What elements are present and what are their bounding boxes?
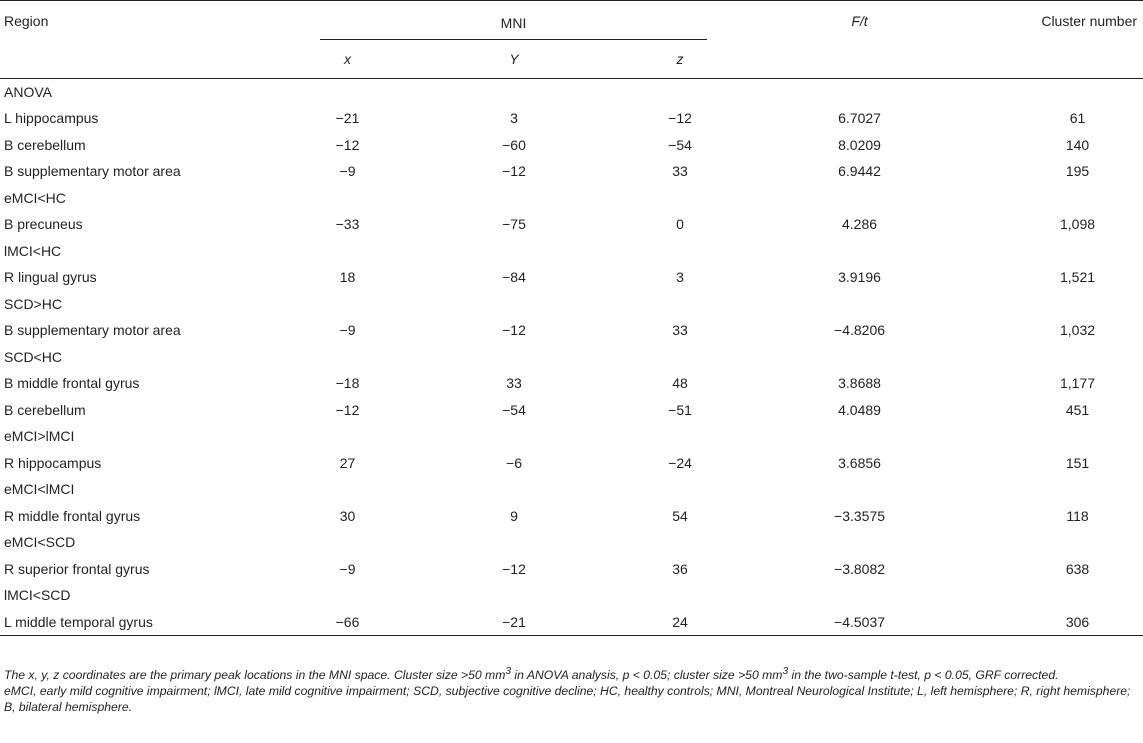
cell-region: B cerebellum bbox=[4, 136, 86, 153]
cell-z: 36 bbox=[672, 560, 688, 577]
cell-x: −12 bbox=[335, 136, 360, 153]
cell-ft: 3.9196 bbox=[838, 269, 881, 286]
table-row bbox=[0, 370, 1143, 397]
section-header-row bbox=[0, 79, 1143, 106]
cell-y: −84 bbox=[502, 269, 526, 286]
cell-y: −12 bbox=[502, 560, 526, 577]
section-title: eMCI>lMCI bbox=[4, 428, 75, 445]
table-row bbox=[0, 105, 1143, 132]
section-title: eMCI<SCD bbox=[4, 534, 76, 551]
cell-ft: 6.7027 bbox=[838, 110, 881, 127]
cell-region: L hippocampus bbox=[4, 110, 99, 127]
cell-x: 27 bbox=[339, 454, 356, 471]
cell-z: −12 bbox=[668, 110, 692, 127]
cell-y: 33 bbox=[506, 375, 522, 392]
section-header-row bbox=[0, 423, 1143, 450]
table-row bbox=[0, 397, 1143, 424]
cell-ft: 3.6856 bbox=[838, 454, 881, 471]
cell-cluster: 195 bbox=[1065, 163, 1090, 180]
footnote-text-c: in the two-sample t-test, p < 0.05, GRF corrected. bbox=[788, 668, 1059, 683]
section-title: ANOVA bbox=[0, 79, 1143, 106]
header-x: x bbox=[320, 40, 375, 79]
cell-x: −18 bbox=[335, 375, 360, 392]
cell-region: R middle frontal gyrus bbox=[4, 507, 141, 524]
cell-x: −66 bbox=[320, 609, 375, 636]
cell-x: −21 bbox=[335, 110, 360, 127]
cell-z: −54 bbox=[668, 136, 692, 153]
table-body bbox=[0, 79, 1143, 636]
cell-cluster: 1,032 bbox=[1060, 322, 1096, 339]
footnote-text-a: The x, y, z coordinates are the primary peak locations in the MNI space. Cluster size >50 mm bbox=[4, 668, 506, 683]
cell-z: 0 bbox=[676, 216, 684, 233]
table-row bbox=[0, 503, 1143, 530]
cell-y: −6 bbox=[506, 454, 522, 471]
section-title: eMCI<lMCI bbox=[4, 481, 75, 498]
cell-z: −51 bbox=[668, 401, 692, 418]
cell-cluster: 1,098 bbox=[1060, 216, 1096, 233]
cell-y: −54 bbox=[502, 401, 526, 418]
cell-ft: 3.8688 bbox=[838, 375, 881, 392]
cell-z: 48 bbox=[672, 375, 688, 392]
cell-region: B supplementary motor area bbox=[4, 163, 181, 180]
cell-cluster: 306 bbox=[1012, 609, 1143, 636]
cell-ft: −3.8082 bbox=[834, 560, 886, 577]
cell-x: −12 bbox=[335, 401, 360, 418]
cell-y: −12 bbox=[502, 322, 526, 339]
cell-region: R lingual gyrus bbox=[4, 269, 97, 286]
header-z: z bbox=[653, 40, 707, 79]
cell-z: −24 bbox=[668, 454, 692, 471]
table-row bbox=[0, 264, 1143, 291]
cell-ft: 4.286 bbox=[842, 216, 878, 233]
table-footnote bbox=[4, 664, 1140, 715]
cell-region: B supplementary motor area bbox=[4, 322, 181, 339]
cell-ft: −4.5037 bbox=[707, 609, 1012, 636]
footnote-sup-b: 3 bbox=[782, 666, 789, 677]
cell-cluster: 151 bbox=[1065, 454, 1090, 471]
section-header-row bbox=[0, 185, 1143, 212]
cell-cluster: 1,177 bbox=[1060, 375, 1096, 392]
cell-cluster: 638 bbox=[1065, 560, 1090, 577]
cell-cluster: 451 bbox=[1065, 401, 1090, 418]
cell-region: B precuneus bbox=[4, 216, 83, 233]
cell-z: 33 bbox=[672, 163, 688, 180]
cell-y: −21 bbox=[375, 609, 653, 636]
cell-y: −60 bbox=[502, 136, 526, 153]
cell-x: −9 bbox=[339, 163, 356, 180]
section-header-row bbox=[0, 238, 1143, 265]
header-mni bbox=[320, 1, 707, 40]
table-row bbox=[0, 317, 1143, 344]
section-title: SCD>HC bbox=[4, 295, 62, 312]
cell-y: 3 bbox=[510, 110, 518, 127]
footnote-sup-a: 3 bbox=[505, 666, 512, 677]
cell-cluster: 140 bbox=[1065, 136, 1090, 153]
footnote-line-1 bbox=[4, 664, 1140, 683]
cell-region: R superior frontal gyrus bbox=[4, 560, 150, 577]
cell-y: 9 bbox=[510, 507, 518, 524]
cell-z: 24 bbox=[653, 609, 707, 636]
cell-region: R hippocampus bbox=[4, 454, 102, 471]
cell-x: −33 bbox=[335, 216, 360, 233]
cell-ft: 4.0489 bbox=[838, 401, 881, 418]
cell-ft: 6.9442 bbox=[838, 163, 881, 180]
section-header-row bbox=[0, 582, 1143, 609]
cell-cluster: 61 bbox=[1069, 110, 1086, 127]
section-header-row bbox=[0, 529, 1143, 556]
footnote-text-b: in ANOVA analysis, p < 0.05; cluster size >50 mm bbox=[511, 668, 783, 683]
header-mni-label: MNI bbox=[500, 15, 527, 31]
section-title: SCD<HC bbox=[4, 348, 62, 365]
cell-z: 3 bbox=[676, 269, 684, 286]
cell-ft: −3.3575 bbox=[834, 507, 886, 524]
section-header-row bbox=[0, 291, 1143, 318]
cell-region: L middle temporal gyrus bbox=[0, 609, 320, 636]
cell-x: 30 bbox=[339, 507, 356, 524]
table-row bbox=[0, 609, 1143, 636]
cell-region: B middle frontal gyrus bbox=[4, 375, 140, 392]
cell-region: B cerebellum bbox=[4, 401, 86, 418]
cell-cluster: 1,521 bbox=[1060, 269, 1096, 286]
section-title: eMCI<HC bbox=[4, 189, 66, 206]
header-y: Y bbox=[375, 40, 653, 79]
table-row bbox=[0, 158, 1143, 185]
footnote-line-2: eMCI, early mild cognitive impairment; lMCI, late mild cognitive impairment; SCD, subjective cognitive decline; HC, healthy controls; MNI, Montreal Neurological Institute; L, left hemisphere; R, right hemisphere; B, bilateral hemisphere. bbox=[4, 684, 1131, 715]
section-title: lMCI<HC bbox=[4, 242, 62, 259]
cell-x: 18 bbox=[339, 269, 356, 286]
cell-ft: 8.0209 bbox=[838, 136, 881, 153]
header-ft: F/t bbox=[707, 1, 1012, 79]
section-title: lMCI<SCD bbox=[4, 587, 71, 604]
section-header-row bbox=[0, 476, 1143, 503]
header-region: Region bbox=[0, 1, 320, 79]
section-header-row bbox=[0, 344, 1143, 371]
cell-y: −12 bbox=[502, 163, 526, 180]
cell-cluster: 118 bbox=[1066, 507, 1089, 524]
table-row bbox=[0, 132, 1143, 159]
cell-ft: −4.8206 bbox=[834, 322, 886, 339]
cell-z: 33 bbox=[672, 322, 688, 339]
table-row bbox=[0, 556, 1143, 583]
table-row bbox=[0, 450, 1143, 477]
cell-z: 54 bbox=[672, 507, 688, 524]
table-row bbox=[0, 211, 1143, 238]
cell-x: −9 bbox=[339, 560, 356, 577]
cell-x: −9 bbox=[339, 322, 356, 339]
cell-y: −75 bbox=[502, 216, 526, 233]
header-cluster: Cluster number bbox=[1012, 1, 1143, 79]
